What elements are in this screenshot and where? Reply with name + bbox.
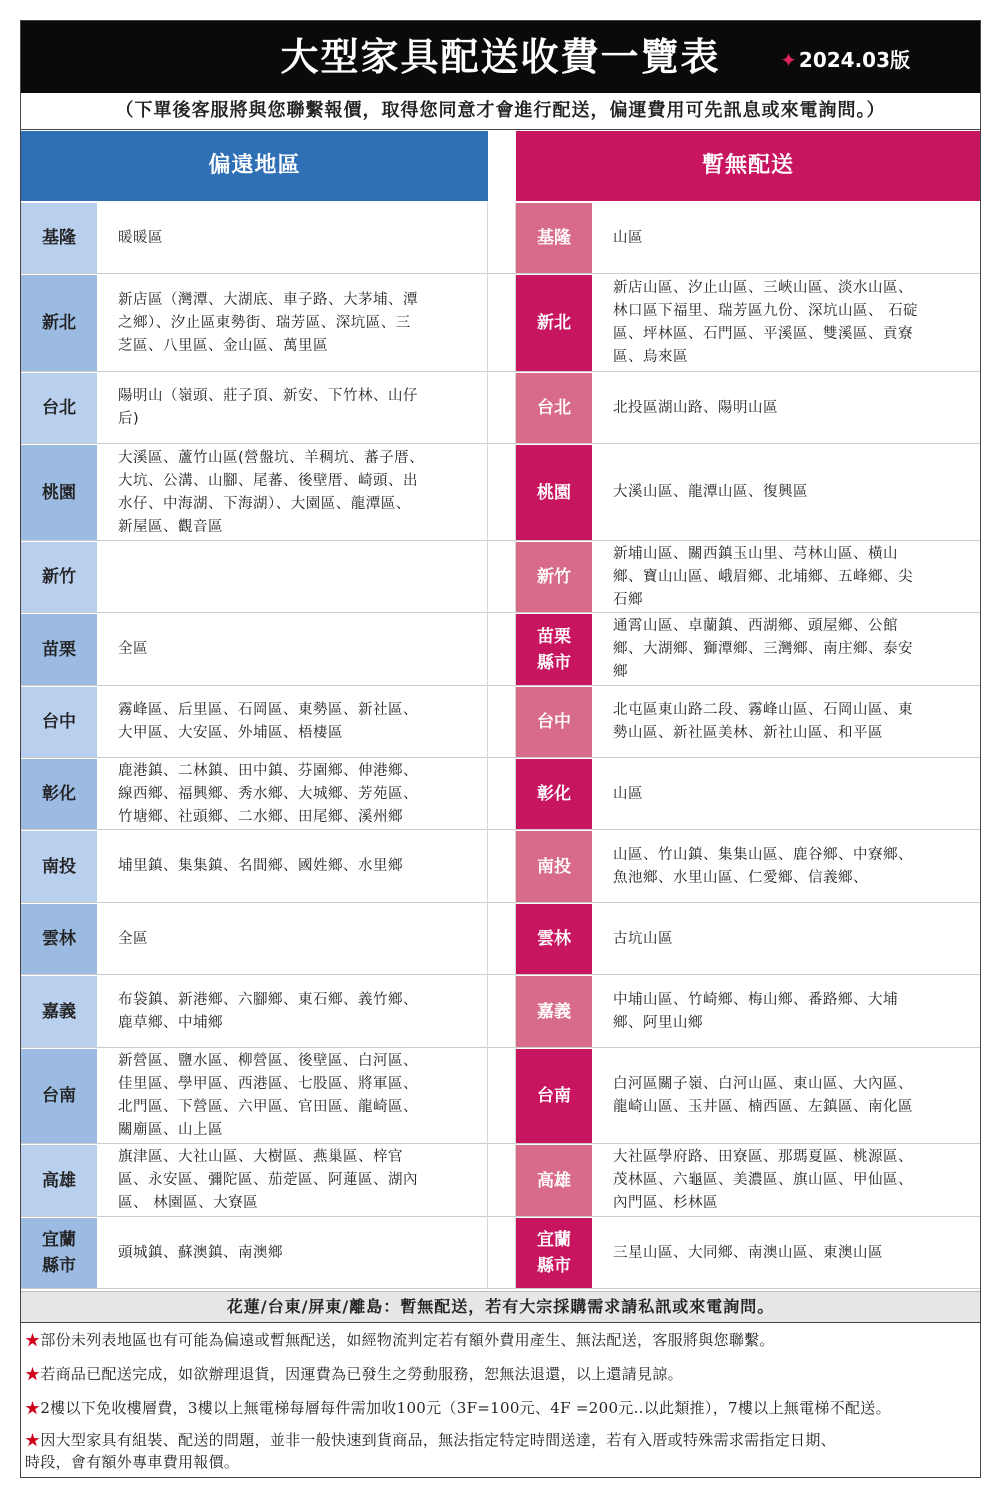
remote-areas-line: 陽明山（嶺頭、莊子頂、新安、下竹林、山仔 [118,388,418,404]
table-row [21,444,980,541]
no-delivery-areas-text [613,202,973,274]
no-delivery-areas-line: 山區、竹山鎮、集集山區、鹿谷鄉、中寮鄉、 [613,846,913,863]
remote-region-label: 高雄 [21,1145,97,1216]
remote-region-label: 台北 [21,373,97,443]
remote-areas-line: 埔里鎮、集集鎮、名間鄉、國姓鄉、水里鄉 [118,858,403,874]
remote-areas-line: 霧峰區、后里區、石岡區、東勢區、新社區、 [118,702,418,718]
remote-areas-line: 全區 [118,930,148,947]
note-text: 若商品已配送完成，如欲辦理退貨，因運費為已發生之勞動服務，恕無法退還，以上還請見諒。 [40,1365,683,1383]
region-label-line: 縣市 [42,1256,76,1276]
remote-areas-text [118,202,478,274]
page-title: 大型家具配送收費一覽表 [280,35,721,79]
no-delivery-region-label: 台北 [516,373,592,443]
remote-areas-line: 新店區（灣潭、大湖底、車子路、大茅埔、潭 [118,291,418,308]
remote-areas-line: 大甲區、大安區、外埔區、梧棲區 [118,725,343,741]
no-delivery-region-label: 嘉義 [516,976,592,1047]
remote-areas-line: 北門區、下營區、六甲區、官田區、龍崎區、 [118,1099,418,1115]
no-delivery-areas-line: 區、烏來區 [613,349,688,365]
row-divider [21,1288,980,1289]
no-delivery-region-label: 彰化 [516,759,592,829]
no-delivery-areas-line: 北投區湖山路、陽明山區 [613,399,778,416]
no-delivery-areas-line: 勢山區、新社區美林、新社山區、和平區 [613,725,883,741]
table-row [21,202,980,274]
table-row [21,372,980,444]
no-delivery-region-label [516,614,592,685]
no-delivery-areas-line: 林口區下福里、瑞芳區九份、深坑山區、 石碇 [613,303,919,319]
no-delivery-areas-line: 新店山區、汐止山區、三峽山區、淡水山區、 [613,280,913,296]
no-delivery-areas-line: 魚池鄉、水里山區、仁愛鄉、信義鄉、 [613,869,868,886]
remote-area-header: 偏遠地區 [21,131,488,201]
remote-areas-line: 佳里區、學甲區、西港區、七股區、將軍區、 [118,1076,418,1092]
no-delivery-areas-text [613,613,973,686]
no-delivery-areas-text [613,1217,973,1289]
remote-areas-line: 全區 [118,641,148,657]
title-bar [21,21,980,93]
remote-areas-line: 線西鄉、福興鄉、秀水鄉、大城鄉、芳苑區、 [118,785,418,802]
table-row [21,1048,980,1144]
no-delivery-areas-line: 茂林區、六龜區、美濃區、旗山區、甲仙區、 [613,1172,913,1188]
remote-areas-text [118,613,478,686]
remote-areas-text [118,903,478,975]
no-delivery-areas-text [613,903,973,975]
table-row [21,613,980,686]
remote-areas-line: 后) [118,411,140,427]
no-delivery-areas-text [613,372,973,444]
no-delivery-region-label [516,1218,592,1288]
remote-areas-text [118,686,478,758]
no-delivery-areas-line: 內門區、杉林區 [613,1195,718,1211]
no-delivery-areas-text [613,444,973,541]
price-sheet [20,20,981,1478]
no-delivery-areas-line: 大溪山區、龍潭山區、復興區 [613,484,808,500]
table-row [21,903,980,975]
remote-areas-line: 暖暖區 [118,229,163,246]
remote-areas-line: 水仔、中海湖、下海湖）、大園區、龍潭區、 [118,495,411,512]
no-delivery-header: 暫無配送 [516,131,980,201]
remote-region-label: 新北 [21,275,97,371]
column-divider [487,201,488,1289]
note-text: 部份未列表地區也有可能為偏遠或暫無配送，如經物流判定若有額外費用產生、無法配送，客服將與您聯繫。 [40,1331,775,1349]
no-delivery-region-label: 雲林 [516,904,592,974]
region-label-line: 縣市 [537,652,571,673]
remote-areas-line: 旗津區、大社山區、大樹區、燕巢區、梓官 [118,1149,403,1165]
note-line [25,1451,975,1473]
table-row [21,1217,980,1289]
remote-areas-line: 新營區、鹽水區、柳營區、後壁區、白河區、 [118,1053,418,1069]
region-label-line: 縣市 [537,1256,571,1276]
no-delivery-areas-line: 三星山區、大同鄉、南澳山區、東澳山區 [613,1244,883,1261]
no-delivery-areas-text [613,975,973,1048]
remote-region-label: 桃園 [21,445,97,540]
order-notice: （下單後客服將與您聯繫報價，取得您同意才會進行配送，偏運費用可先訊息或來電詢問。） [21,93,980,130]
column-divider [515,201,516,1289]
remote-areas-line: 區、永安區、彌陀區、茄萣區、阿蓮區、湖內 [118,1172,418,1188]
no-delivery-region-label: 桃園 [516,445,592,540]
no-delivery-region-label: 新竹 [516,542,592,612]
region-label-line: 苗栗 [537,626,571,647]
no-delivery-areas-line: 區、坪林區、石門區、平溪區、雙溪區、貢寮 [613,326,913,342]
no-delivery-areas-line: 新埔山區、關西鎮玉山里、芎林山區、橫山 [613,545,898,562]
no-delivery-areas-text [613,686,973,758]
remote-areas-line: 布袋鎮、新港鄉、六腳鄉、東石鄉、義竹鄉、 [118,991,418,1008]
note-line [25,1397,975,1419]
note-item [25,1429,975,1473]
table-row [21,274,980,372]
remote-areas-line: 之鄉）、汐止區東勢街、瑞芳區、深坑區、三 [118,314,411,331]
no-delivery-areas-line: 龍崎山區、玉井區、楠西區、左鎮區、南化區 [613,1099,913,1115]
no-delivery-areas-line: 石鄉 [613,591,643,608]
no-delivery-region-label: 基隆 [516,203,592,273]
no-delivery-areas-text [613,830,973,903]
star-icon: ★ [25,1365,41,1383]
remote-region-label: 南投 [21,831,97,902]
region-label-line: 宜蘭 [537,1230,571,1250]
remote-areas-text [118,274,478,372]
no-delivery-areas-line: 山區 [613,785,643,802]
region-label-line: 宜蘭 [42,1230,76,1250]
no-delivery-areas-line: 古坑山區 [613,930,673,947]
no-delivery-areas-line: 北屯區東山路二段、霧峰山區、石岡山區、東 [613,702,913,718]
remote-areas-text [118,975,478,1048]
no-delivery-areas-text [613,274,973,372]
remote-areas-text [118,758,478,830]
no-delivery-region-label: 高雄 [516,1145,592,1216]
table-row [21,975,980,1048]
no-delivery-areas-line: 大社區學府路、田寮區、那瑪夏區、桃源區、 [613,1149,913,1165]
no-delivery-region-label: 新北 [516,275,592,371]
remote-areas-line: 鹿草鄉、中埔鄉 [118,1014,223,1031]
no-delivery-region-label: 台中 [516,687,592,757]
no-delivery-areas-line: 鄉、寶山山區、峨眉鄉、北埔鄉、五峰鄉、尖 [613,568,913,585]
remote-region-label: 彰化 [21,759,97,829]
no-delivery-areas-text [613,758,973,830]
table-row [21,1144,980,1217]
table-row [21,686,980,758]
sparkle-icon: ✦ [780,48,797,72]
table-row [21,541,980,613]
note-line [25,1329,975,1351]
no-delivery-region-label: 南投 [516,831,592,902]
remote-areas-line: 竹塘鄉、社頭鄉、二水鄉、田尾鄉、溪州鄉 [118,808,403,825]
table-row [21,758,980,830]
remote-areas-line: 芝區、八里區、金山區、萬里區 [118,337,328,354]
note-text: 2樓以下免收樓層費，3樓以上無電梯每層每件需加收100元（3F=100元、4F =200元..以此類推），7樓以上無電梯不配送。 [40,1399,891,1417]
no-delivery-region-label: 台南 [516,1049,592,1143]
no-delivery-areas-text [613,1144,973,1217]
remote-areas-line: 鹿港鎮、二林鎮、田中鎮、芬園鄉、伸港鄉、 [118,762,418,779]
no-delivery-areas-line: 鄉、大湖鄉、獅潭鄉、三灣鄉、南庄鄉、泰安 [613,641,913,657]
remote-areas-text [118,372,478,444]
remote-region-label: 嘉義 [21,976,97,1047]
note-line [25,1363,975,1385]
note-line [25,1429,975,1451]
remote-region-label [21,1218,97,1288]
remote-region-label: 基隆 [21,203,97,273]
note-item [25,1363,975,1385]
version-label [780,47,910,73]
remote-areas-text [118,1048,478,1144]
remote-areas-line: 大溪區、蘆竹山區(營盤坑、羊稠坑、蕃子厝、 [118,449,425,466]
star-icon: ★ [25,1331,41,1349]
note-text: 因大型家具有組裝、配送的問題，並非一般快速到貨商品，無法指定特定時間送達，若有入厝或特殊需求需指定日期、 [40,1431,836,1449]
version-text: 2024.03版 [798,48,910,72]
star-icon: ★ [25,1431,41,1449]
no-delivery-areas-line: 中埔山區、竹崎鄉、梅山鄉、番路鄉、大埔 [613,991,898,1008]
no-delivery-areas-line: 山區 [613,229,643,246]
star-icon: ★ [25,1399,41,1417]
no-delivery-areas-text [613,1048,973,1144]
remote-areas-line: 新屋區、觀音區 [118,518,223,535]
table-row [21,830,980,903]
no-delivery-areas-line: 通霄山區、卓蘭鎮、西湖鄉、頭屋鄉、公館 [613,618,898,634]
remote-areas-text [118,1217,478,1289]
remote-region-label: 台南 [21,1049,97,1143]
remote-areas-line: 關廟區、山上區 [118,1122,223,1138]
remote-areas-line: 區、 林園區、大寮區 [118,1195,259,1211]
remote-areas-text [118,830,478,903]
remote-areas-text [118,444,478,541]
remote-region-label: 台中 [21,687,97,757]
no-delivery-areas-text [613,541,973,613]
no-delivery-areas-line: 鄉、阿里山鄉 [613,1014,703,1031]
note-text: 時段，會有額外專車費用報價。 [25,1453,240,1471]
remote-areas-line: 頭城鎮、蘇澳鎮、南澳鄉 [118,1244,283,1261]
remote-areas-text [118,541,478,613]
islands-note: 花蓮/台東/屏東/離島：暫無配送，若有大宗採購需求請私訊或來電詢問。 [21,1291,980,1323]
no-delivery-areas-line: 白河區關子嶺、白河山區、東山區、大內區、 [613,1076,913,1092]
remote-region-label: 雲林 [21,904,97,974]
no-delivery-areas-line: 鄉 [613,664,628,680]
remote-region-label: 苗栗 [21,614,97,685]
remote-areas-text [118,1144,478,1217]
remote-region-label: 新竹 [21,542,97,612]
remote-areas-line: 大坑、公溝、山腳、尾蕃、後壁厝、崎頭、出 [118,472,418,489]
note-item [25,1329,975,1351]
note-item [25,1397,975,1419]
